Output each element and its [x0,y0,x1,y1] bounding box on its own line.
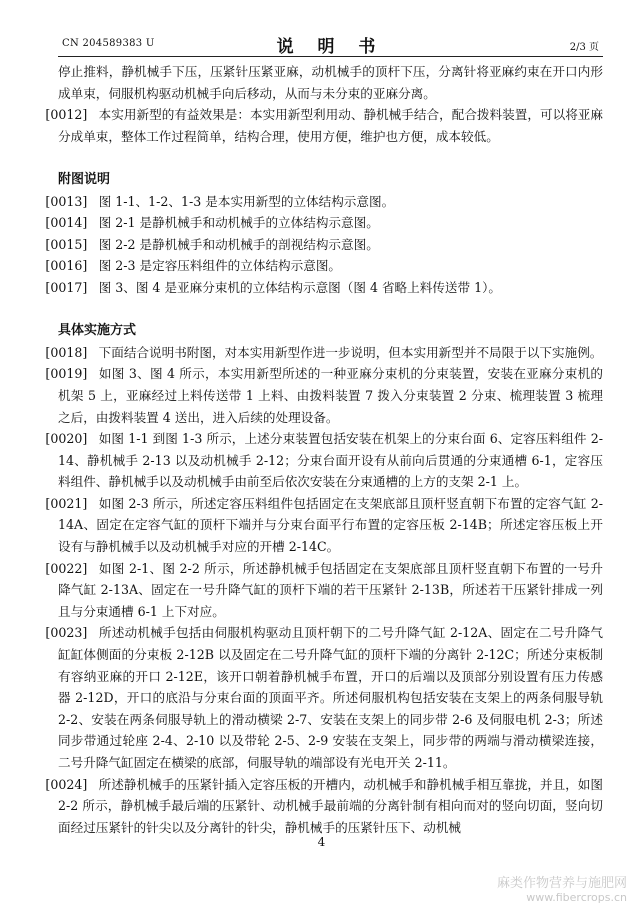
paragraph-text: 图 1-1、1-2、1-3 是本实用新型的立体结构示意图。 [98,193,395,209]
site-watermark [497,872,627,904]
paragraph-text: 所述动机械手包括由伺服机构驱动且顶杆朝下的二号升降气缸 2-12A、固定在二号升降气缸缸体侧面的分束板 2-12B 以及固定在二号升降气缸的顶杆下端的分离针 2-12C；所述分束板制有容纳亚麻的开口 2-12E，该开口朝着静机械手布置，开口的后端以及顶部分别设置有压力传感器 2-12D，开口的底沿与分束台面的顶面平齐。所述伺服机构包括安装在支架上的两条伺服导轨 2-2、安装在两条伺服导轨上的滑动横梁 2-7、安装在支架上的同步带 2-6 及伺服电机 2-3；所述同步带通过轮座 2-4、2-10 以及带轮 2-5、2-9 安装在支架上，同步带的两端与滑动横梁连接，二号升降气缸固定在横梁的底部，伺服导轨的端部设有光电开关 2-11。 [58,625,603,770]
paragraph-0022 [45,558,603,623]
page-indicator: 2/3 页 [569,42,599,53]
paragraph-0018 [45,342,603,364]
paragraph-number: [0024] [45,776,88,792]
document-body [45,61,603,838]
paragraph-number: [0013] [45,193,88,209]
page-header [58,30,603,57]
paragraph-0024 [45,774,603,839]
paragraph-text: 下面结合说明书附图，对本实用新型作进一步说明，但本实用新型并不局限于以下实施例。 [98,344,603,360]
page-number: 4 [317,835,326,849]
paragraph-text: 图 2-1 是静机械手和动机械手的立体结构示意图。 [98,215,379,231]
paragraph-number: [0014] [45,215,88,231]
paragraph-number: [0022] [45,560,88,576]
paragraph-text: 如图 1-1 到图 1-3 所示，上述分束装置包括安装在机架上的分束台面 6、定容压料组件 2-14、静机械手 2-13 以及动机械手 2-12；分束台面开设有从前向后贯通的分束通槽 6-1，定容压料组件、静机械手以及动机械手由前至后依次安装在分束通槽的上方的支架 2-1 上。 [58,431,603,490]
paragraph-number: [0015] [45,236,88,252]
spacer [58,147,603,169]
paragraph-0017 [45,277,603,299]
paragraph-0020 [45,428,603,493]
paragraph-0019 [45,363,603,428]
paragraph-text: 本实用新型的有益效果是：本实用新型利用动、静机械手结合，配合拨料装置，可以将亚麻分成单束，整体工作过程简单，结构合理，使用方便，维护也方便，成本较低。 [58,107,603,144]
paragraph-0012 [45,104,603,147]
paragraph-number: [0021] [45,495,88,511]
paragraph-text: 如图 2-3 所示，所述定容压料组件包括固定在支架底部且顶杆竖直朝下布置的定容气缸 2-14A、固定在定容气缸的顶杆下端并与分束台面平行布置的定容压板 2-14B；所述定容压板上开设有与静机械手以及动机械手对应的开槽 2-14C。 [58,495,603,555]
section-heading-figures: 附图说明 [58,171,111,187]
paragraph-number: [0018] [45,344,88,360]
document-title: 说 明 书 [276,37,385,57]
paragraph-0013 [45,191,603,213]
paragraph-text: 图 3、图 4 是亚麻分束机的立体结构示意图（图 4 省略上料传送带 1）。 [98,279,502,295]
paragraph-0015 [45,234,603,256]
paragraph-number: [0019] [45,366,88,382]
paragraph-number: [0016] [45,258,88,274]
paragraph-text: 图 2-3 是定容压料组件的立体结构示意图。 [98,258,342,274]
paragraph-0023 [45,622,603,773]
patent-number: CN 204589383 U [62,38,155,49]
watermark-url: www.fibercrops.cn [526,891,627,904]
paragraph-number: [0017] [45,279,88,295]
paragraph-0021 [45,493,603,558]
paragraph-0014 [45,212,603,234]
paragraph-text: 如图 3、图 4 所示，本实用新型所述的一种亚麻分束机的分束装置，安装在亚麻分束机的机架 5 上，亚麻经过上料传送带 1 上料、由拨料装置 7 拨入分束装置 2 分束、梳理装置 3 梳理之后，由拨料装置 4 送出，进入后续的处理设备。 [58,366,603,425]
section-heading-implementation: 具体实施方式 [58,323,137,339]
paragraph-text: 如图 2-1、图 2-2 所示，所述静机械手包括固定在支架底部且顶杆竖直朝下布置的一号升降气缸 2-13A、固定在一号升降气缸的顶杆下端的若干压紧针 2-13B，所述若干压紧针排成一列且与分束通槽 6-1 上下对应。 [58,560,603,619]
watermark-site-name: 麻类作物营养与施肥网 [496,876,627,891]
spacer [58,299,603,321]
paragraph-text: 图 2-2 是静机械手和动机械手的剖视结构示意图。 [98,236,379,252]
paragraph-text: 所述静机械手的压紧针插入定容压板的开槽内，动机械手和静机械手相互靠拢，并且，如图 2-2 所示，静机械手最后端的压紧针、动机械手最前端的分离针制有相向而对的竖向切面，竖向切面经过压紧针的针尖以及分离针的针尖，静机械手的压紧针压下、动机械 [58,776,603,835]
paragraph-continued: 停止推料，静机械手下压，压紧针压紧亚麻，动机械手的顶杆下压，分离针将亚麻约束在开口内形成单束，伺服机构驱动机械手向后移动，从而与未分束的亚麻分离。 [58,64,603,101]
paragraph-number: [0012] [45,107,88,123]
paragraph-0016 [45,255,603,277]
paragraph-number: [0020] [45,431,88,447]
paragraph-number: [0023] [45,625,88,641]
